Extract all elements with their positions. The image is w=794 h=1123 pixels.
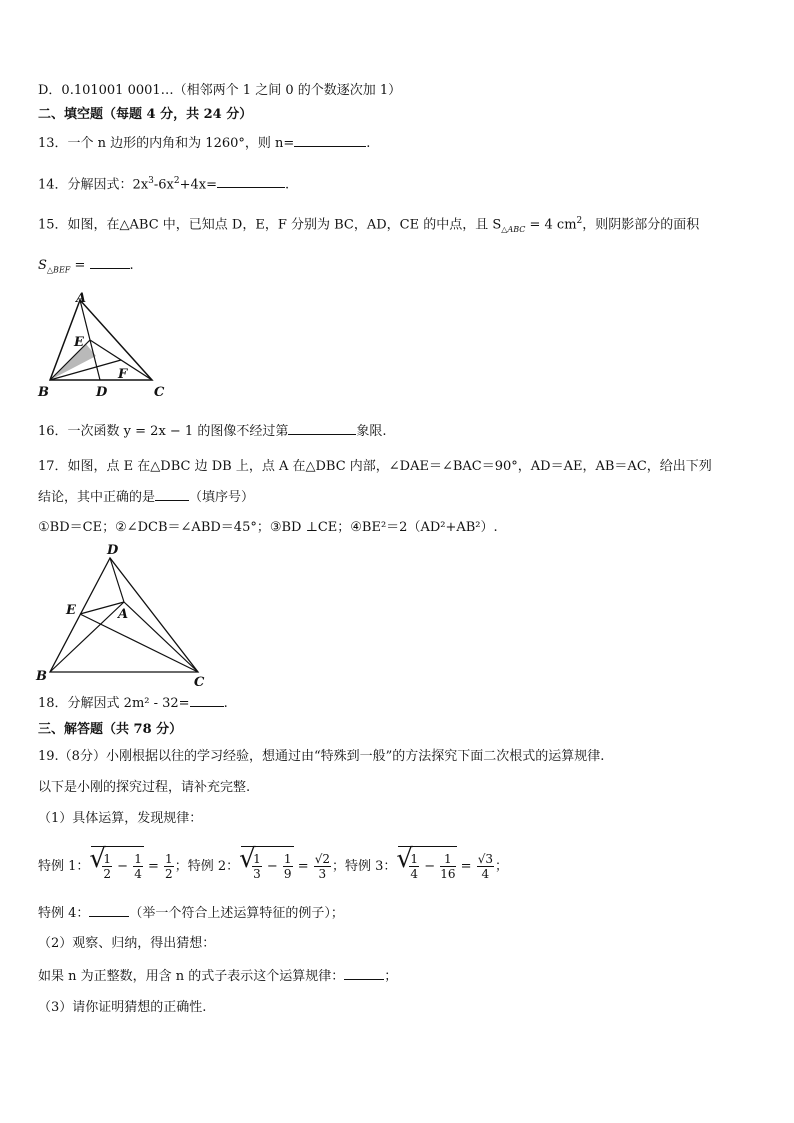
q14-prefix: 14．分解因式：2x [38, 177, 149, 193]
q14-answer-blank[interactable] [217, 175, 285, 188]
q17-answer-blank[interactable] [155, 488, 189, 501]
question-19-part1: （1）具体运算，发现规律： [38, 811, 203, 826]
q15-label-e: E [74, 335, 84, 350]
question-19-part3: （3）请你证明猜想的正确性. [38, 1000, 207, 1015]
q19-ex2-eq: = [297, 859, 309, 874]
q16-answer-blank[interactable] [288, 422, 356, 435]
q19-ex3-b-den: 16 [440, 867, 456, 881]
q15-eq: = [70, 258, 90, 273]
q13-answer-blank[interactable] [294, 134, 366, 147]
q15-sup: 2 [576, 216, 583, 226]
q12-option-d: D．0.101001 0001…（相邻两个 1 之间 0 的个数逐次加 1） [38, 83, 402, 98]
q19-ex1-label: 特例 1： [38, 859, 90, 874]
question-19-examples [38, 846, 508, 887]
q14-exp2: 2 [173, 176, 180, 186]
q19-ex2-a-num: √ 1 [253, 852, 261, 866]
q15-label-c: C [154, 385, 165, 400]
q19-ex1-b-num: 1 [134, 852, 142, 866]
q14-mid1: -6x [153, 177, 174, 193]
question-16 [38, 422, 386, 441]
q16-end: 象限. [356, 424, 387, 439]
q19-ex4-answer-blank[interactable] [89, 904, 129, 917]
question-15 [38, 212, 699, 239]
q17-line2-text: 结论，其中正确的是 [38, 490, 156, 505]
question-19-part2: （2）观察、归纳，得出猜想： [38, 936, 216, 951]
q17-label-a: A [118, 607, 129, 622]
q17-label-c: C [194, 675, 205, 690]
q15-sub1: △ABC [501, 224, 526, 234]
q19-ex2-b-num: 1 [283, 852, 292, 866]
question-19-line2: 以下是小刚的探究过程，请补充完整. [38, 780, 251, 795]
q13-text: 13．一个 n 边形的内角和为 1260°，则 n= [38, 136, 295, 151]
q17-label-d: D [107, 543, 119, 558]
q19-ex2-r-num: √2 [314, 852, 331, 866]
q19-ex4-end: （举一个符合上述运算特征的例子）； [129, 906, 344, 921]
q17-label-e: E [66, 603, 76, 618]
q15-text1: 15．如图，在△ABC 中，已知点 D，E，F 分别为 BC，AD，CE 的中点，且 S [38, 217, 502, 233]
q19-ex3-label: ；特例 3： [332, 859, 397, 874]
q15-label-d: D [96, 385, 108, 400]
q15-label-f: F [118, 367, 128, 382]
q15-text3: ，则阴影部分的面积 [582, 217, 700, 233]
q19-ex3-a-den: 4 [410, 867, 419, 881]
q15-label-a: A [76, 291, 87, 306]
question-17: 17．如图，点 E 在△DBC 边 DB 上，点 A 在△DBC 内部，∠DAE＝∠BAC＝90°，AD＝AE，AB＝AC，给出下列 [38, 459, 712, 474]
q19-ex1-a-den: 2 [103, 867, 112, 881]
q19-ex2-a-den: 3 [253, 867, 261, 881]
q15-answer-blank[interactable] [90, 256, 130, 269]
q14-mid2: +4x= [179, 177, 218, 193]
q19-part2-text: 如果 n 为正整数，用含 n 的式子表示这个运算规律： [38, 969, 345, 984]
q19-ex1-r-num: 1 [165, 852, 173, 866]
q19-ex3-eq: = [460, 859, 472, 874]
q19-ex1-root: √ $\frac{1}{2}$ − $\frac{1}{4}$ [91, 846, 143, 887]
q15-text2: = 4 cm [525, 217, 577, 233]
q15-label-b: B [38, 385, 49, 400]
question-19-part2-line [38, 967, 397, 986]
q19-ex4-label: 特例 4： [38, 906, 90, 921]
q18-answer-blank[interactable] [190, 694, 224, 707]
q19-ex3-a-num: √ 1 [410, 852, 419, 866]
question-19: 19.（8分）小刚根据以往的学习经验，想通过由“特殊到一般”的方法探究下面二次根式的运算规律. [38, 749, 605, 764]
q19-ex3-r-num: √3 [477, 852, 493, 866]
question-18 [38, 694, 228, 713]
q19-ex1-r-den: 2 [165, 867, 173, 881]
q17-segment-ec [80, 614, 198, 672]
section3-title: 三、解答题（共 78 分） [38, 722, 183, 737]
q19-ex1-a-num: √ 1 [103, 852, 112, 866]
q19-ex3-end: ； [494, 859, 508, 874]
q19-part2-answer-blank[interactable] [344, 967, 384, 980]
q19-ex3-root: √ $\frac{1}{4}$ − $\frac{1}{16}$ [398, 846, 456, 887]
q17-segment-ca [124, 602, 198, 672]
q19-ex2-r-den: 3 [318, 867, 327, 881]
q15-area-symbol: S [38, 258, 47, 273]
question-19-ex4 [38, 904, 344, 923]
question-13 [38, 134, 370, 153]
q19-ex1-eq: = [148, 859, 159, 874]
q14-exp1: 3 [148, 176, 154, 186]
q15-triangle-figure [36, 288, 176, 400]
q19-ex1-b-den: 4 [134, 867, 142, 881]
q19-ex2-label: ；特例 2： [174, 859, 240, 874]
q18-text: 18．分解因式 2m² - 32= [38, 696, 190, 711]
q19-ex3-r-den: 4 [481, 867, 490, 881]
q17-segment-da [110, 558, 124, 602]
question-17-conclusions: ①BD＝CE；②∠DCB＝∠ABD＝45°；③BD ⊥CE；④BE²＝2（AD²+AB²）. [38, 520, 498, 535]
q19-ex2-root: √ $\frac{1}{3}$ − $\frac{1}{9}$ [241, 846, 293, 887]
q19-part2-end: ； [384, 969, 398, 984]
question-14 [38, 172, 289, 194]
section2-title: 二、填空题（每题 4 分，共 24 分） [38, 107, 253, 122]
q18-end: . [223, 696, 228, 711]
q19-ex3-b-num: 1 [440, 852, 455, 867]
q17-triangle-figure [30, 540, 220, 690]
q19-ex2-b-den: 9 [283, 867, 292, 881]
q13-end: . [366, 136, 371, 151]
q17-line2-end: （填序号） [189, 490, 255, 505]
q16-text: 16．一次函数 y = 2x − 1 的图像不经过第 [38, 424, 289, 439]
question-17-line2 [38, 488, 254, 507]
q15-end: . [129, 258, 134, 273]
q17-label-b: B [36, 669, 47, 684]
q14-end: . [285, 177, 290, 193]
q15-area-sub: △BEF [46, 265, 71, 275]
question-15-line2 [38, 256, 134, 280]
